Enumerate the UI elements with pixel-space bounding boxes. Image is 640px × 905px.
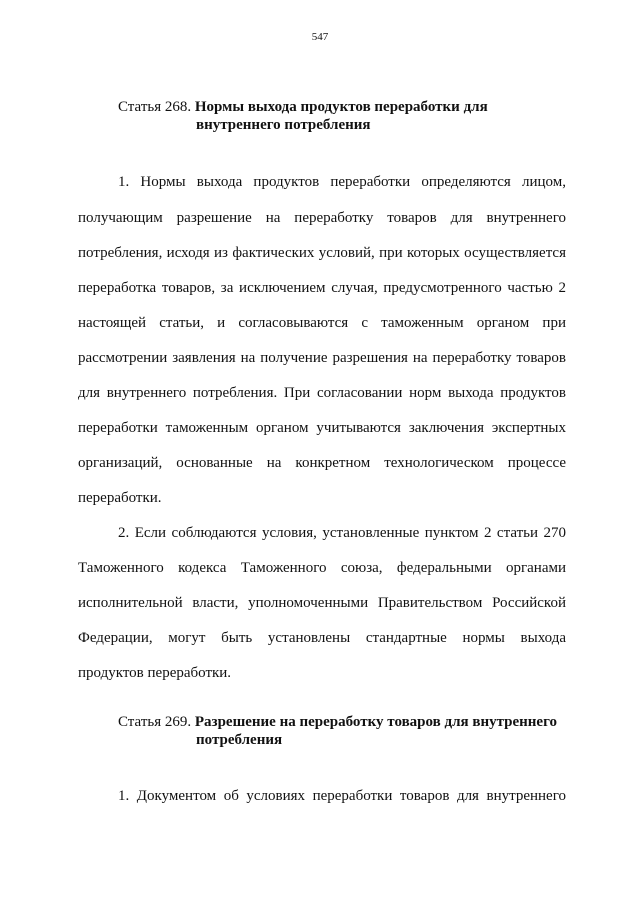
text-line: переработки. [78, 490, 162, 506]
text-line: 1. Нормы выхода продуктов переработки определяются лицом, [118, 174, 566, 190]
text-line: Федерации, могут быть установлены стандартные нормы выхода [78, 630, 566, 646]
text-line: продуктов переработки. [78, 665, 232, 681]
article-269-title-line1: Разрешение на переработку товаров для внутреннего [194, 714, 558, 730]
text-line: рассмотрении заявления на получение разрешения на переработку товаров [78, 350, 566, 366]
text-line: потребления, исходя из фактических условий, при которых осуществляется [78, 245, 566, 261]
article-268-title-line1: Нормы выхода продуктов переработки для [194, 99, 488, 115]
text-line: 2. Если соблюдаются условия, установленные пунктом 2 статьи 270 [118, 525, 566, 541]
text-line: организаций, основанные на конкретном технологическом процессе [78, 455, 566, 471]
text-line: для внутреннего потребления. При согласовании норм выхода продуктов [78, 385, 566, 401]
article-268-heading [118, 98, 588, 134]
text-line: переработка товаров, за исключением случая, предусмотренного частью 2 [78, 280, 566, 296]
text-line: настоящей статьи, и согласовываются с таможенным органом при [78, 315, 566, 331]
text-line: исполнительной власти, уполномоченными Правительством Российской [78, 595, 566, 611]
page-number: 547 [311, 31, 329, 43]
article-269-title-line2: потребления [196, 732, 283, 748]
article-269-prefix: Статья 269. [118, 714, 192, 730]
text-line: переработки таможенным органом учитываются заключения экспертных [78, 420, 566, 436]
text-line: получающим разрешение на переработку товаров для внутреннего [78, 210, 566, 226]
article-268-title-line2: внутреннего потребления [196, 117, 371, 133]
text-line: Таможенного кодекса Таможенного союза, федеральными органами [78, 560, 566, 576]
article-268-prefix: Статья 268. [118, 99, 192, 115]
article-269-heading [118, 713, 588, 749]
text-line: 1. Документом об условиях переработки товаров для внутреннего [118, 788, 566, 804]
